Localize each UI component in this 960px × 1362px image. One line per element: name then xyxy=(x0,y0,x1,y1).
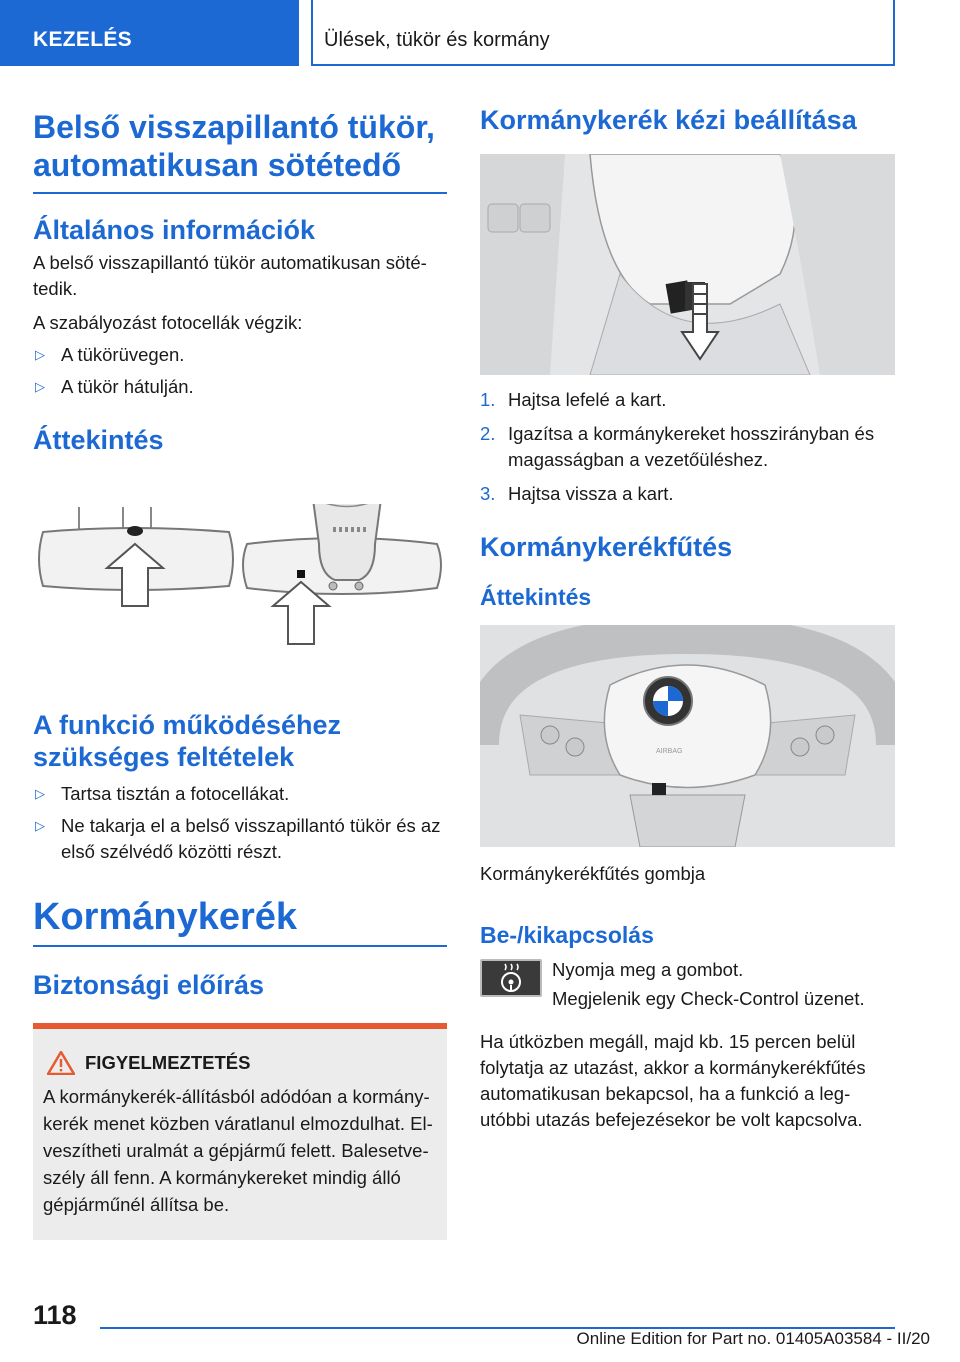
list-item xyxy=(33,781,447,807)
edition-text: Online Edition for Part no. 01405A03584 - II/20 xyxy=(576,1329,930,1348)
bullet-triangle-icon: ▷ xyxy=(35,347,45,362)
list-item xyxy=(480,481,895,507)
warning-line: kerék menet közben váratlanul elmozdulhat. El‐ xyxy=(43,1113,433,1134)
heating-button-caption: Kormánykerékfűtés gombja xyxy=(480,863,706,884)
left-column xyxy=(33,100,447,1240)
heating-paragraph-line: utóbbi utazás befejezésekor be volt kapcsolva. xyxy=(480,1109,863,1130)
page-title xyxy=(33,108,447,184)
onoff-instruction xyxy=(552,955,897,1013)
general-paragraph xyxy=(33,250,447,302)
general-heading: Általános információk xyxy=(33,215,316,245)
warning-line: szély áll fenn. A kormánykereket mindig álló xyxy=(43,1167,401,1188)
list-item xyxy=(480,421,895,473)
conditions-heading-line2: szükséges feltételek xyxy=(33,742,295,772)
onoff-row xyxy=(480,959,895,1017)
bullet-triangle-icon: ▷ xyxy=(35,379,45,394)
warning-box xyxy=(33,1023,447,1240)
steering-rule xyxy=(33,945,447,947)
steering-heading: Kormánykerék xyxy=(33,896,298,938)
general-paragraph-line1: A belső visszapillantó tükör automatikusan söté‐ xyxy=(33,252,427,273)
right-column xyxy=(480,100,895,1133)
chapter-title: Ülések, tükör és kormány xyxy=(311,0,895,66)
title-rule xyxy=(33,192,447,194)
bullet-text: Tartsa tisztán a fotocellákat. xyxy=(61,783,290,804)
general-paragraph-line2: tedik. xyxy=(33,278,78,299)
step-text: Igazítsa a kormánykereket hosszirányban és xyxy=(508,423,875,444)
bullet-text: A tükör hátulján. xyxy=(61,376,194,397)
overview-heading: Áttekintés xyxy=(33,425,164,455)
heating-paragraph-line: automatikusan bekapcsol, ha a funkció a leg‐ xyxy=(480,1083,851,1104)
mirror-illustration xyxy=(33,504,447,654)
airbag-label: AIRBAG xyxy=(656,748,683,755)
step-number: 3. xyxy=(480,483,496,504)
steering-lever-figure xyxy=(480,154,895,375)
page-header xyxy=(0,0,960,66)
page-footer xyxy=(0,1290,960,1362)
bullet-text-line1: Ne takarja el a belső visszapillantó tükör és az xyxy=(61,815,441,836)
list-item xyxy=(33,342,447,368)
manual-adjust-heading: Kormánykerék kézi beállítása xyxy=(480,105,857,135)
page-title-line2: automatikusan sötétedő xyxy=(33,147,402,183)
warning-header xyxy=(43,1049,437,1077)
bullet-text: A tükörüvegen. xyxy=(61,344,185,365)
list-item xyxy=(33,813,447,865)
warning-text xyxy=(43,1083,437,1218)
steering-lever-illustration xyxy=(480,154,895,375)
step-number: 1. xyxy=(480,389,496,410)
bullet-text-line2: első szélvédő közötti részt. xyxy=(61,841,283,862)
step-text: Hajtsa vissza a kart. xyxy=(508,483,674,504)
heating-paragraph-line: folytatja az utazást, akkor a kormánykerékfűtés xyxy=(480,1057,866,1078)
safety-heading: Biztonsági előírás xyxy=(33,970,265,1000)
onoff-line1: Nyomja meg a gombot. xyxy=(552,959,744,980)
page-number: 118 xyxy=(33,1300,77,1330)
step-text: Hajtsa lefelé a kart. xyxy=(508,389,667,410)
list-item xyxy=(33,374,447,400)
conditions-heading xyxy=(33,709,447,773)
heating-overview-heading: Áttekintés xyxy=(480,584,592,610)
section-tab: KEZELÉS xyxy=(0,0,299,66)
steering-wheel-illustration xyxy=(480,625,895,847)
steps-list xyxy=(480,387,895,507)
warning-line: gépjárműnél állítsa be. xyxy=(43,1194,230,1215)
warning-triangle-icon xyxy=(47,1051,75,1075)
heating-heading: Kormánykerékfűtés xyxy=(480,532,733,562)
heating-paragraph-line: Ha útközben megáll, majd kb. 15 percen belül xyxy=(480,1031,856,1052)
page-title-line1: Belső visszapillantó tükör, xyxy=(33,109,435,145)
bullet-triangle-icon: ▷ xyxy=(35,786,45,801)
mirror-figure xyxy=(33,504,447,654)
onoff-line2: Megjelenik egy Check-Control üzenet. xyxy=(552,988,865,1009)
heating-paragraph xyxy=(480,1029,895,1133)
step-text: magasságban a vezetőüléshez. xyxy=(508,449,769,470)
general-paragraph-2: A szabályozást fotocellák végzik: xyxy=(33,312,303,333)
steering-wheel-figure xyxy=(480,625,895,847)
warning-line: A kormánykerék-állításból adódóan a kormány‐ xyxy=(43,1086,430,1107)
bullet-triangle-icon: ▷ xyxy=(35,818,45,833)
warning-line: veszítheti uralmát a gépjármű felett. Balesetve‐ xyxy=(43,1140,429,1161)
conditions-heading-line1: A funkció működéséhez xyxy=(33,710,342,740)
steering-heat-button-icon xyxy=(480,959,542,997)
list-item xyxy=(480,387,895,413)
step-number: 2. xyxy=(480,423,496,444)
warning-title: FIGYELMEZTETÉS xyxy=(85,1052,251,1073)
onoff-heading: Be-/kikapcsolás xyxy=(480,922,654,948)
